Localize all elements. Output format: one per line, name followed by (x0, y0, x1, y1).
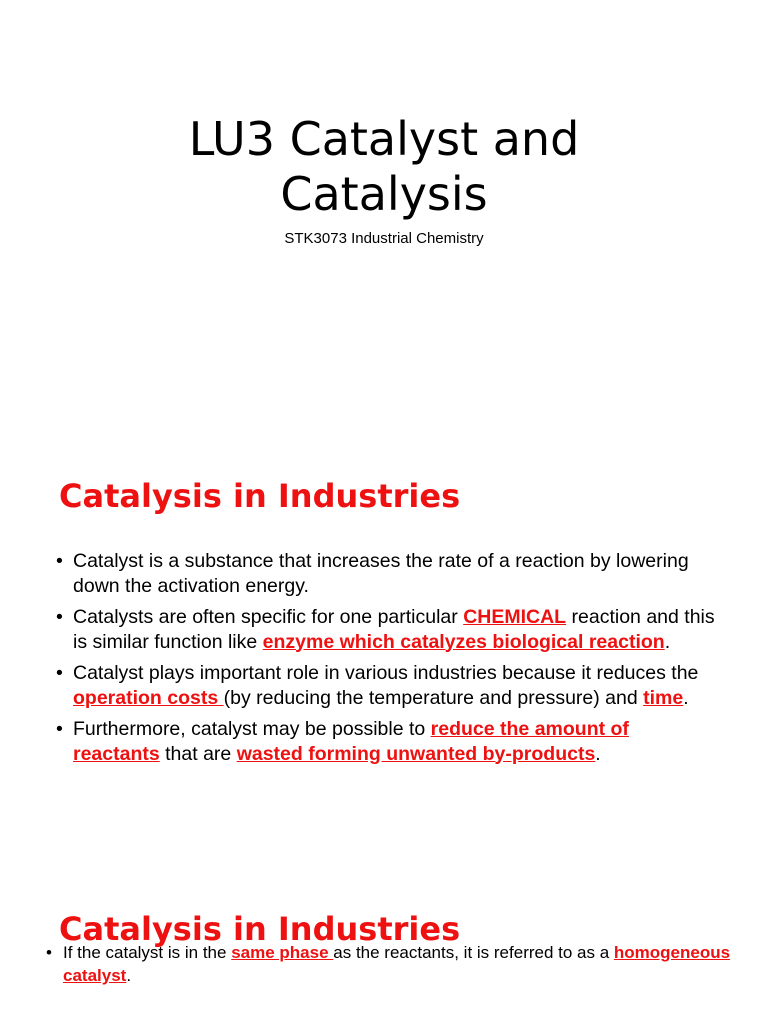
title-line-1: LU3 Catalyst and (188, 112, 580, 166)
highlight-text: wasted forming unwanted by-products (236, 742, 596, 765)
highlight-text: operation costs (73, 686, 224, 709)
bullet-text: . (126, 966, 132, 985)
bullet-icon: • (56, 606, 63, 628)
bullet-text: reaction and this is similar function like (73, 606, 715, 653)
bullet-text: Catalyst is a substance that increases the rate of a reaction by lowering down the activation energy. (73, 550, 689, 597)
bullet-icon: • (46, 943, 52, 962)
bullet-text: that are (159, 742, 237, 765)
section-title: Catalysis in Industries (59, 477, 461, 515)
bullet-item (56, 717, 716, 766)
content-slide-catalysis-in-industries-2 (0, 864, 768, 1024)
slide-title (0, 112, 768, 222)
highlight-text: same phase (231, 943, 334, 962)
bullet-text: Furthermore, catalyst may be possible to (73, 718, 431, 740)
bullet-text: as the reactants, it is referred to as a (333, 943, 614, 962)
bullet-text: If the catalyst is in the (63, 943, 232, 962)
bullet-text: Catalyst plays important role in various industries because it reduces the (73, 662, 699, 684)
bullet-text: . (683, 686, 689, 709)
title-slide (0, 0, 768, 432)
bullet-item (46, 941, 746, 987)
bullet-icon: • (56, 550, 63, 572)
bullet-text: . (595, 742, 601, 765)
slide-subtitle: STK3073 Industrial Chemistry (284, 230, 484, 247)
bullet-item (56, 605, 716, 654)
section-title: Catalysis in Industries (59, 910, 461, 948)
bullet-icon: • (56, 662, 63, 684)
highlight-text: CHEMICAL (463, 606, 567, 628)
bullet-text: Catalysts are often specific for one particular (73, 606, 464, 628)
title-line-2: Catalysis (280, 167, 488, 221)
content-slide-catalysis-in-industries (0, 432, 768, 864)
highlight-text: reduce the amount of reactants (73, 718, 629, 765)
bullet-text: . (664, 630, 671, 653)
bullet-item (56, 661, 716, 710)
highlight-text: time (643, 686, 684, 709)
bullet-text: (by reducing the temperature and pressure) and (223, 686, 644, 709)
bullet-list (56, 549, 716, 773)
highlight-text: homogeneous catalyst (63, 943, 731, 985)
bullet-list (46, 941, 746, 994)
bullet-item (56, 549, 716, 598)
highlight-text: enzyme which catalyzes biological reaction (262, 630, 665, 653)
bullet-icon: • (56, 718, 63, 740)
